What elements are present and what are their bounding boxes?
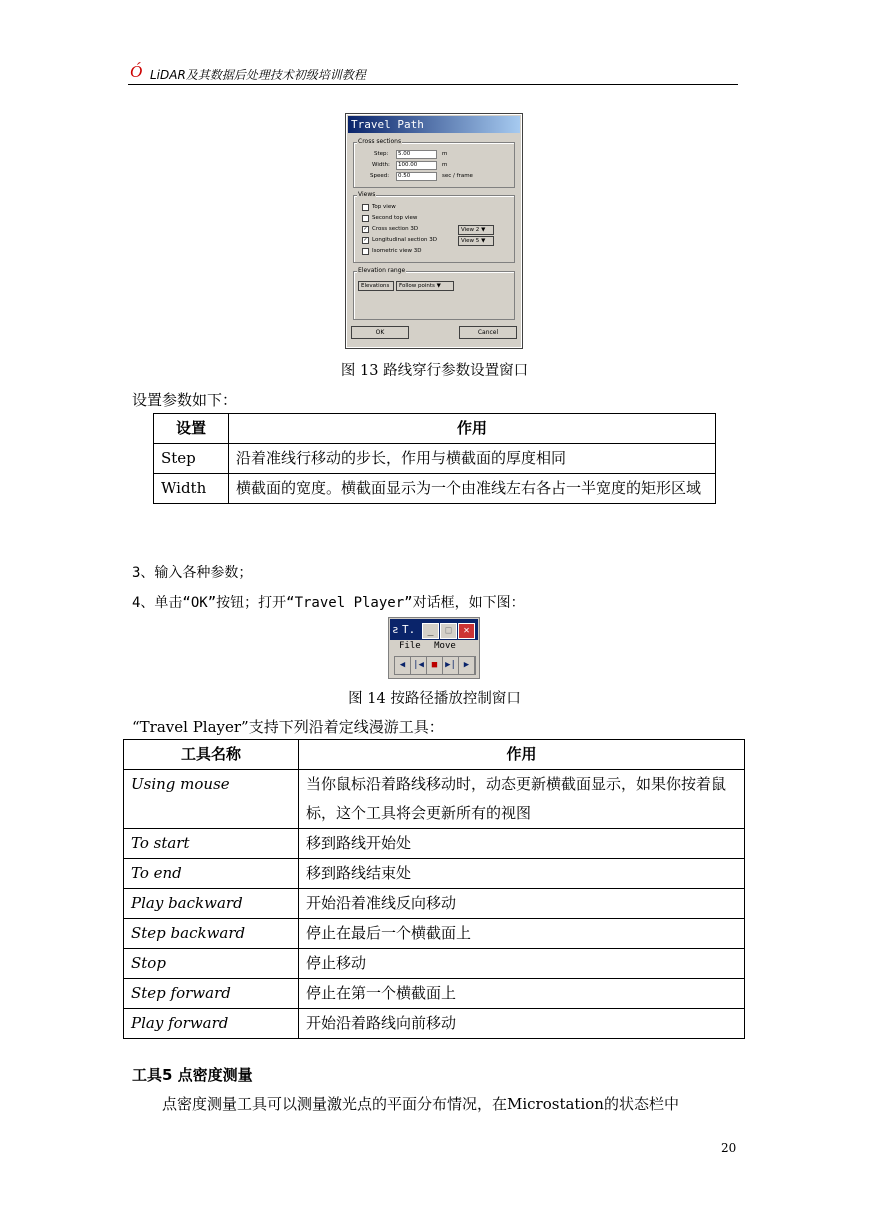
table-row (124, 979, 745, 1009)
step-3-text: 3、输入各种参数； (132, 565, 253, 581)
section-5-heading: 工具5 点密度测量 (132, 1066, 253, 1084)
tool-name: Play forward (124, 1009, 299, 1039)
page-number: 20 (721, 1141, 737, 1155)
setting-name: Width (154, 474, 229, 504)
play-backward-icon[interactable]: ◀ (395, 657, 411, 674)
travel-player-intro: “Travel Player”支持下列沿着定线漫游工具： (132, 718, 444, 736)
longitudinal-view-dropdown[interactable] (458, 236, 494, 246)
dropdown-arrow-icon: ▼ (436, 283, 441, 289)
play-forward-icon[interactable]: ▶ (459, 657, 475, 674)
tool-name: To end (124, 859, 299, 889)
tools-table (123, 739, 745, 1039)
top-view-checkbox[interactable] (362, 204, 369, 211)
logo-icon: Ó (130, 62, 143, 81)
player-controls (394, 656, 476, 675)
speed-field[interactable]: 0.50 (396, 172, 437, 181)
app-icon: ƨ (392, 623, 399, 636)
second-top-view-label: Second top view (372, 215, 418, 221)
tool-description: 当你鼠标沿着路线移动时，动态更新横截面显示，如果你按着鼠标，这个工具将会更新所有的视图 (299, 770, 745, 829)
elevation-range-group (353, 267, 515, 320)
width-field[interactable]: 100.00 (396, 161, 437, 170)
table-header-row (124, 740, 745, 770)
header-title: LiDAR及其数据后处理技术初级培训教程 (150, 68, 366, 82)
tool-name: Step forward (124, 979, 299, 1009)
step-forward-icon[interactable]: ▶| (443, 657, 459, 674)
travel-path-dialog (346, 114, 522, 348)
table-header-row (154, 414, 716, 444)
follow-points-dropdown[interactable] (396, 281, 454, 291)
cancel-button[interactable]: Cancel (459, 326, 517, 339)
elevation-range-legend: Elevation range (358, 267, 406, 274)
longitudinal-view-value: View 5 (461, 238, 480, 244)
speed-label: Speed: (370, 173, 390, 179)
header-cell-tool: 工具名称 (124, 740, 299, 770)
player-titlebar[interactable] (390, 619, 478, 640)
tool-name: Using mouse (124, 770, 299, 829)
longitudinal-section-3d-checkbox[interactable]: ✓ (363, 237, 368, 243)
isometric-view-3d-checkbox[interactable] (362, 248, 369, 255)
header-cell-effect: 作用 (229, 414, 716, 444)
page-header (128, 62, 738, 85)
elevations-button[interactable]: Elevations (358, 281, 394, 291)
table-row (154, 474, 716, 504)
table-row (124, 919, 745, 949)
setting-description: 沿着准线行移动的步长，作用与横截面的厚度相同 (229, 444, 716, 474)
tool-description: 开始沿着准线反向移动 (299, 889, 745, 919)
figure-14-caption: 图 14 按路径播放控制窗口 (348, 691, 521, 707)
tool-description: 停止在最后一个横截面上 (299, 919, 745, 949)
step-label: Step: (374, 151, 389, 157)
tool-description: 停止在第一个横截面上 (299, 979, 745, 1009)
dropdown-arrow-icon: ▼ (481, 227, 486, 233)
cross-section-3d-checkbox[interactable]: ✓ (363, 226, 368, 232)
table-row (124, 859, 745, 889)
width-label: Width: (372, 162, 390, 168)
table-row (124, 770, 745, 829)
step-unit: m (442, 151, 448, 157)
settings-table (153, 413, 716, 504)
views-legend: Views (358, 191, 376, 198)
header-cell-effect: 作用 (299, 740, 745, 770)
figure-13-caption: 图 13 路线穿行参数设置窗口 (340, 363, 529, 379)
menu-file[interactable]: File (399, 641, 421, 651)
speed-unit: sec / frame (442, 173, 473, 179)
maximize-icon[interactable]: □ (440, 623, 457, 639)
table-row (124, 1009, 745, 1039)
setting-name: Step (154, 444, 229, 474)
table-row (124, 889, 745, 919)
player-title: T. (402, 623, 416, 636)
cross-sections-legend: Cross sections (358, 138, 402, 145)
longitudinal-section-3d-label: Longitudinal section 3D (372, 237, 437, 243)
cross-sections-group (353, 138, 515, 188)
isometric-view-3d-label: Isometric view 3D (372, 248, 422, 254)
travel-player-window (388, 617, 480, 679)
tool-description: 开始沿着路线向前移动 (299, 1009, 745, 1039)
settings-intro: 设置参数如下： (132, 391, 238, 409)
tool-name: To start (124, 829, 299, 859)
ok-button[interactable]: OK (351, 326, 409, 339)
views-group (353, 191, 515, 263)
stop-icon[interactable]: ■ (427, 657, 443, 674)
follow-points-value: Follow points (399, 283, 435, 289)
dropdown-arrow-icon: ▼ (481, 238, 486, 244)
step-4-text: 4、单击“OK”按钮；打开“Travel Player”对话框，如下图： (132, 595, 525, 611)
tool-description: 停止移动 (299, 949, 745, 979)
setting-description: 横截面的宽度。横截面显示为一个由准线左右各占一半宽度的矩形区域 (229, 474, 716, 504)
header-cell-setting: 设置 (154, 414, 229, 444)
player-menu-bar (399, 641, 464, 651)
table-row (154, 444, 716, 474)
tool-name: Step backward (124, 919, 299, 949)
tool-name: Play backward (124, 889, 299, 919)
section-5-text: 点密度测量工具可以测量激光点的平面分布情况，在Microstation的状态栏中 (162, 1095, 679, 1113)
minimize-icon[interactable]: _ (422, 623, 439, 639)
cross-section-3d-label: Cross section 3D (372, 226, 419, 232)
tool-name: Stop (124, 949, 299, 979)
step-backward-icon[interactable]: |◀ (411, 657, 427, 674)
cross-section-view-value: View 2 (461, 227, 480, 233)
table-row (124, 829, 745, 859)
second-top-view-checkbox[interactable] (362, 215, 369, 222)
tool-description: 移到路线开始处 (299, 829, 745, 859)
dialog-title[interactable]: Travel Path (348, 116, 520, 133)
width-unit: m (442, 162, 448, 168)
table-row (124, 949, 745, 979)
close-icon[interactable]: ✕ (458, 623, 475, 639)
step-field[interactable]: 5.00 (396, 150, 437, 159)
top-view-label: Top view (372, 204, 396, 210)
cross-section-view-dropdown[interactable] (458, 225, 494, 235)
tool-description: 移到路线结束处 (299, 859, 745, 889)
menu-move[interactable]: Move (434, 641, 456, 651)
